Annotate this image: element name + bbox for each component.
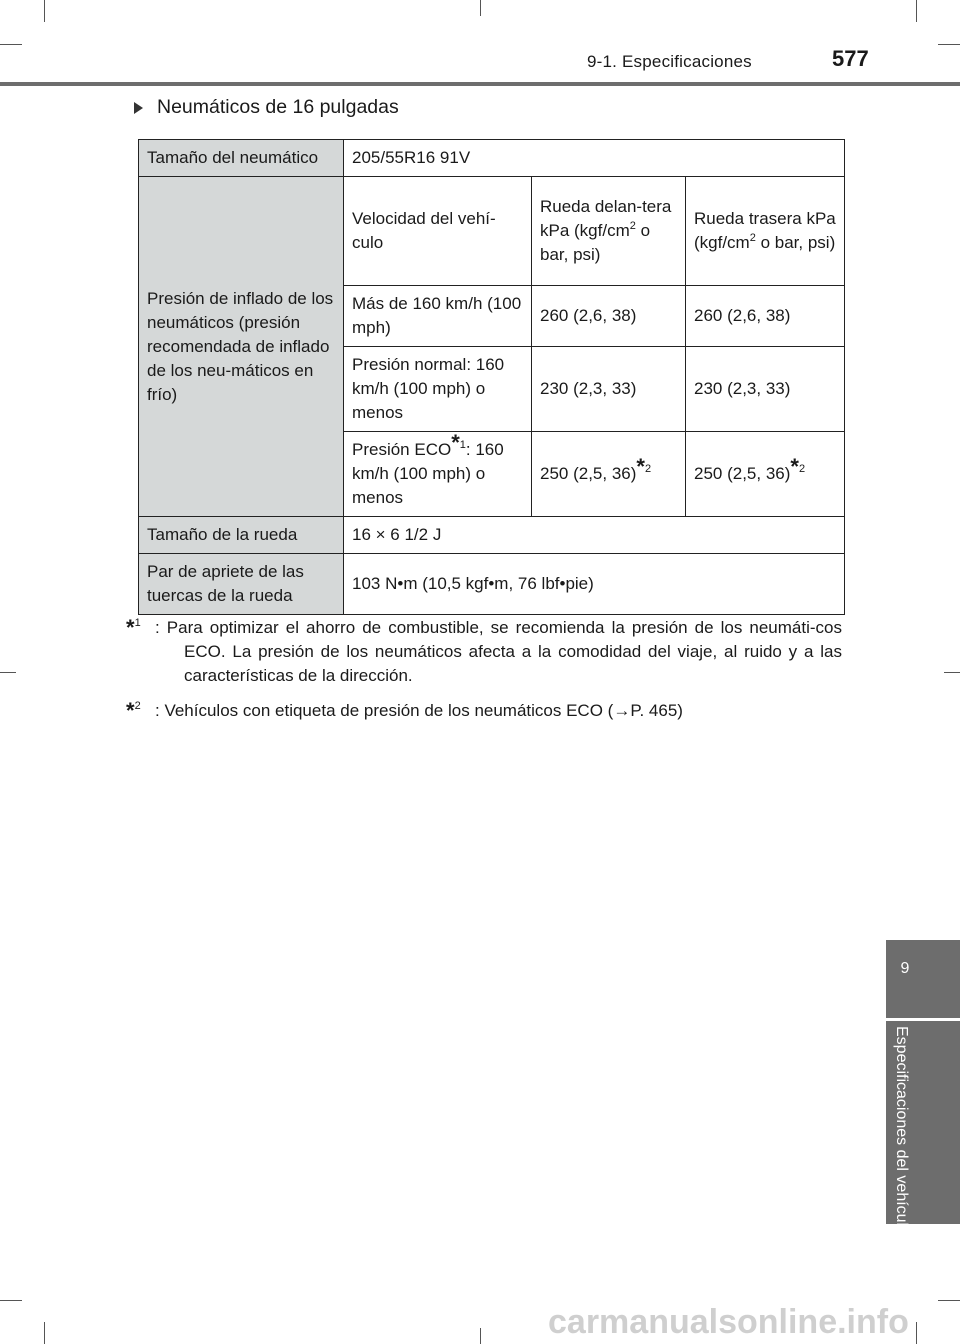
footnote-marker [126,699,141,723]
torque-value: 103 N•m (10,5 kgf•m, 76 lbf•pie) [344,554,845,615]
row2-front: 230 (2,3, 33) [532,347,686,432]
col-header-rear-line1: Rueda trasera [694,209,802,228]
footnote-ref [790,454,806,479]
tire-size-label: Tamaño del neumático [139,140,344,177]
triangle-bullet-icon [134,102,143,114]
torque-label: Par de apriete de las tuercas de la rueda [139,554,344,615]
section-title: 9-1. Especificaciones [587,52,752,71]
subsection-heading [134,96,399,119]
col-header-rear-line2: kPa (kgf/cm [694,209,836,252]
col-header-speed: Velocidad del vehí-culo [344,177,532,286]
row3-speed [344,432,532,517]
col-header-front-line3: o bar, psi) [540,221,651,264]
col-header-front-line1: Rueda delan-tera [540,197,672,216]
row3-rear [686,432,845,517]
col-header-front [532,177,686,286]
wheel-size-label: Tamaño de la rueda [139,517,344,554]
watermark: carmanualsonline.info [548,1303,909,1341]
row1-front: 260 (2,6, 38) [532,286,686,347]
crop-mark [916,0,917,22]
footnote-ref [451,430,466,455]
asterisk: * [790,454,799,479]
tab-divider [886,1018,960,1021]
header-rule [0,82,960,86]
footnote-ref [636,454,652,479]
page-number: 577 [832,46,869,71]
crop-mark [944,672,960,673]
row3-speed-text-b: : 160 km/h (100 mph) o menos [352,440,504,507]
asterisk: * [126,698,135,723]
chapter-number: 9 [900,960,910,977]
footnote-text: : Vehículos con etiqueta de presión de los neumáticos ECO (→P. 465) [155,701,683,720]
col-header-rear-line3: o bar, psi) [760,233,836,252]
crop-mark [480,0,481,16]
crop-mark [938,1300,960,1301]
row3-front-value: 250 (2,5, 36) [540,464,637,483]
footnote-ref-number: 1 [459,439,466,451]
col-header-rear [686,177,845,286]
row1-speed: Más de 160 km/h (100 mph) [344,286,532,347]
crop-mark [916,1322,917,1344]
footnote-ref-number: 2 [644,463,652,475]
asterisk: * [636,454,645,479]
crop-mark [0,44,22,45]
footnote-text: : Para optimizar el ahorro de combustible, se recomienda la presión de los neumáti-cos ECO. La presión de los neumáticos afecta a la comodidad del viaje, al ruido y a las características de la dirección. [155,618,842,685]
crop-mark [44,0,45,22]
crop-mark [0,672,16,673]
crop-mark [0,1300,22,1301]
row2-speed: Presión normal: 160 km/h (100 mph) o menos [344,347,532,432]
table-row [139,140,845,177]
chapter-label: Especificaciones del vehículo [893,1026,910,1236]
footnote-number: 1 [134,617,141,629]
footnote-1 [126,616,842,688]
asterisk: * [451,430,460,455]
row3-speed-text-a: Presión ECO [352,440,452,459]
table-row [139,517,845,554]
asterisk: * [126,615,135,640]
pressure-label: Presión de inflado de los neumáticos (presión recomendada de inflado de los neu-máticos en frío) [139,177,344,517]
superscript: 2 [629,220,636,232]
crop-mark [480,1328,481,1344]
superscript: 2 [749,232,756,244]
row2-rear: 230 (2,3, 33) [686,347,845,432]
row1-rear: 260 (2,6, 38) [686,286,845,347]
tire-spec-table [138,139,845,615]
tire-size-value: 205/55R16 91V [344,140,845,177]
footnote-ref-number: 2 [798,463,806,475]
table-row [139,554,845,615]
crop-mark [938,44,960,45]
table-row [139,177,845,286]
footnote-2 [126,699,842,723]
subsection-heading-text: Neumáticos de 16 pulgadas [157,96,399,118]
crop-mark [44,1322,45,1344]
row3-rear-value: 250 (2,5, 36) [694,464,791,483]
footnote-number: 2 [134,700,141,712]
wheel-size-value: 16 × 6 1/2 J [344,517,845,554]
footnote-marker [126,616,141,640]
col-header-front-line2: kPa (kgf/cm [540,221,630,240]
row3-front [532,432,686,517]
